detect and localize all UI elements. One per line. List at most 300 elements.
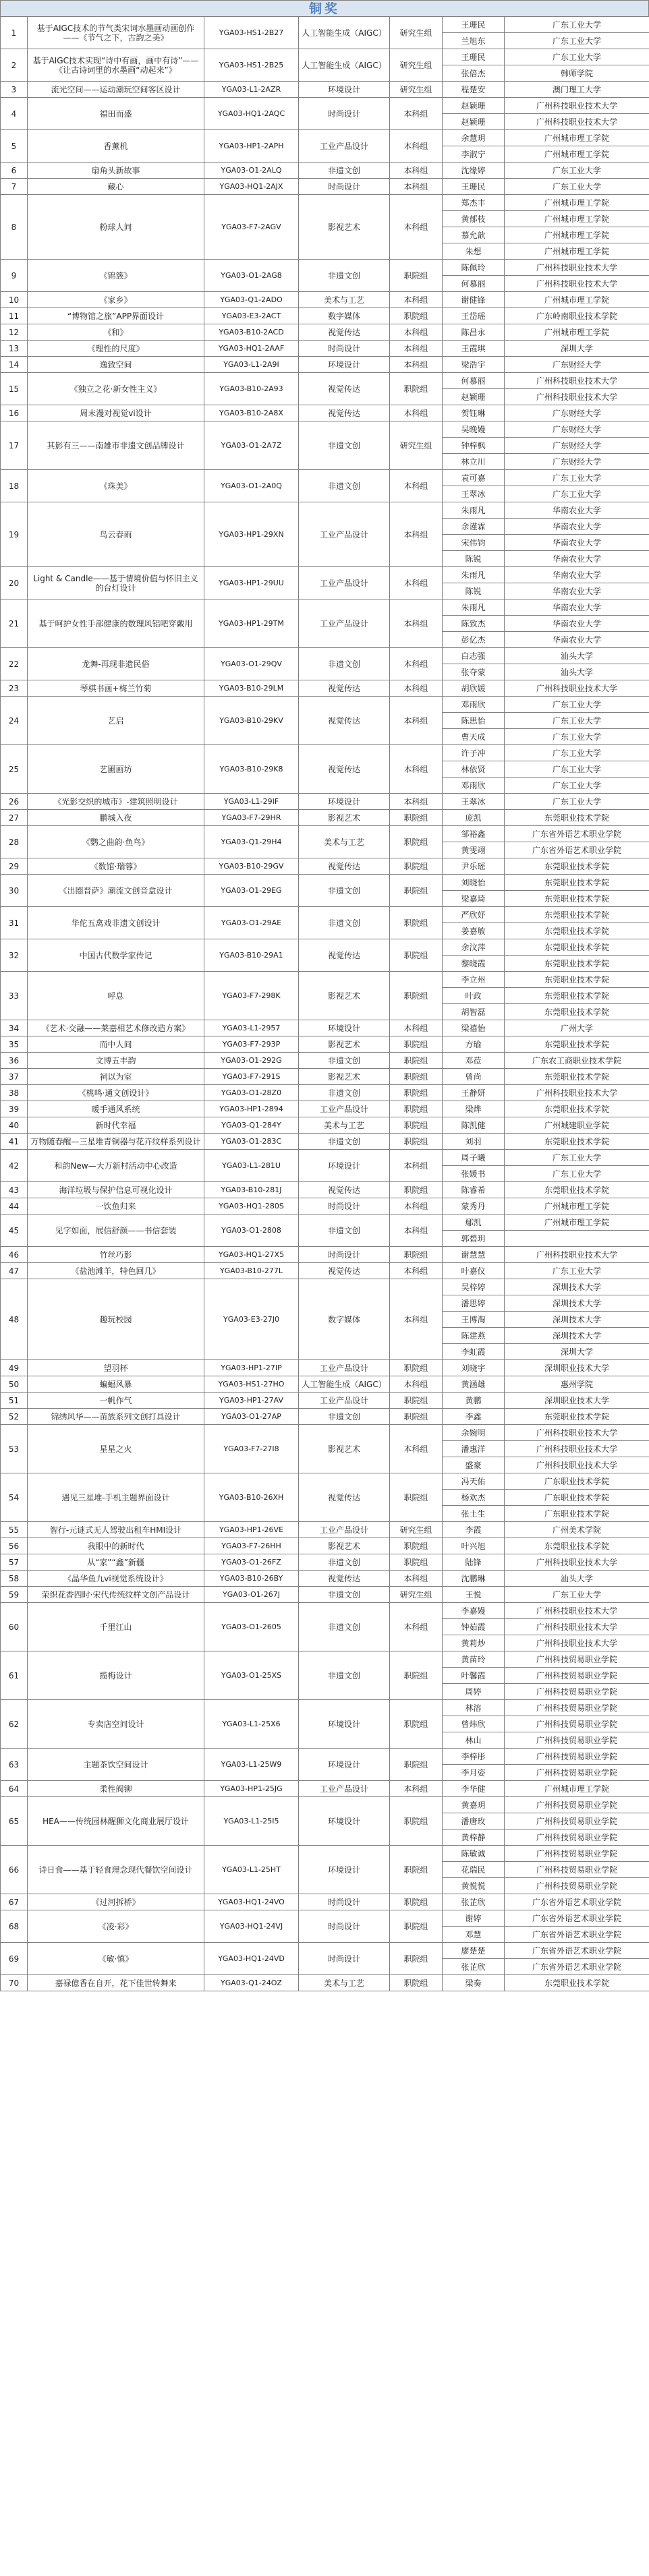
- entry-number: 46: [1, 1247, 28, 1263]
- work-category: 影视艺术: [299, 195, 390, 260]
- school-name: 华南农业大学: [505, 632, 649, 648]
- work-code: YGA03-B10-2A93: [204, 373, 299, 405]
- work-category: 人工智能生成（AIGC）: [299, 49, 390, 82]
- work-title: 我眼中的新时代: [28, 1538, 204, 1554]
- author-name: 何慕丽: [443, 276, 505, 292]
- author-name: 叶兴旭: [443, 1538, 505, 1554]
- work-title: 趣玩校园: [28, 1279, 204, 1360]
- work-title: 星星之火: [28, 1425, 204, 1473]
- school-name: 广东岭南职业技术学院: [505, 308, 649, 324]
- school-name: 广州科技职业技术大学: [505, 1085, 649, 1101]
- author-name: 王博淘: [443, 1312, 505, 1328]
- work-category: 环境设计: [299, 357, 390, 373]
- author-name: 梁嘉琦: [443, 891, 505, 907]
- entry-number: 51: [1, 1393, 28, 1409]
- work-code: YGA03-HP1-29XN: [204, 502, 299, 567]
- entry-number: 54: [1, 1473, 28, 1522]
- school-name: 广州城市理工学院: [505, 227, 649, 243]
- entry-number: 3: [1, 82, 28, 98]
- author-name: 王珊民: [443, 49, 505, 65]
- table-row: [1, 1522, 649, 1538]
- author-name: 吴梓婷: [443, 1279, 505, 1295]
- work-title: 粉球人间: [28, 195, 204, 260]
- author-name: 庞凯: [443, 810, 505, 826]
- author-name: 谢慧慧: [443, 1247, 505, 1263]
- entry-number: 61: [1, 1651, 28, 1700]
- entry-level: 本科组: [390, 341, 443, 357]
- work-title: 万物随春醒—三星堆青铜器与花卉纹样系列设计: [28, 1134, 204, 1150]
- work-category: 视觉传达: [299, 1571, 390, 1587]
- author-name: 朱雨凡: [443, 502, 505, 519]
- entry-level: 职院组: [390, 1036, 443, 1053]
- work-title: 而中人间: [28, 1036, 204, 1053]
- entry-level: 职院组: [390, 1101, 443, 1117]
- table-row: [1, 1247, 649, 1263]
- entry-number: 1: [1, 17, 28, 49]
- table-row: [1, 260, 649, 276]
- entry-number: 19: [1, 502, 28, 567]
- work-code: YGA03-B10-26XH: [204, 1473, 299, 1522]
- entry-level: 职院组: [390, 810, 443, 826]
- school-name: 深圳技术大学: [505, 1328, 649, 1344]
- work-title: 龙舞-再现非遗民俗: [28, 648, 204, 680]
- school-name: 华南农业大学: [505, 502, 649, 519]
- author-name: 刘羽: [443, 1134, 505, 1150]
- author-name: 慕允歆: [443, 227, 505, 243]
- work-category: 美术与工艺: [299, 292, 390, 308]
- work-code: YGA03-HQ1-280S: [204, 1198, 299, 1214]
- entry-number: 69: [1, 1943, 28, 1975]
- table-row: [1, 1587, 649, 1603]
- work-category: 工业产品设计: [299, 130, 390, 163]
- author-name: 胡欣媛: [443, 680, 505, 697]
- school-name: 广东省外语艺术职业学院: [505, 1959, 649, 1975]
- author-name: 袁可嘉: [443, 470, 505, 486]
- entry-level: 职院组: [390, 1473, 443, 1522]
- work-category: 视觉传达: [299, 405, 390, 421]
- entry-level: 研究生组: [390, 1522, 443, 1538]
- author-name: 朱雨凡: [443, 567, 505, 583]
- author-name: 方瑜: [443, 1036, 505, 1053]
- school-name: 广州城建职业学院: [505, 1117, 649, 1134]
- author-name: 林溶: [443, 1700, 505, 1716]
- work-title: 《盐池滩羊，特色回几》: [28, 1263, 204, 1279]
- school-name: 深圳技术大学: [505, 1295, 649, 1312]
- school-name: 广州科技贸易职业学院: [505, 1813, 649, 1829]
- work-code: YGA03-B10-29LM: [204, 680, 299, 697]
- table-row: [1, 1571, 649, 1587]
- work-category: 人工智能生成（AIGC）: [299, 17, 390, 49]
- work-code: YGA03-O1-2808: [204, 1214, 299, 1247]
- author-name: 何慕丽: [443, 373, 505, 389]
- work-title: 《锦簇》: [28, 260, 204, 292]
- school-name: 广州城市理工学院: [505, 195, 649, 211]
- author-name: 陈思怡: [443, 713, 505, 729]
- school-name: 广东财经大学: [505, 438, 649, 454]
- entry-level: 本科组: [390, 599, 443, 648]
- work-code: YGA03-HQ1-24VD: [204, 1943, 299, 1975]
- author-name: 余婉明: [443, 1425, 505, 1441]
- work-category: 视觉传达: [299, 1473, 390, 1522]
- work-code: YGA03-O1-29EG: [204, 875, 299, 907]
- entry-number: 27: [1, 810, 28, 826]
- table-row: [1, 357, 649, 373]
- work-category: 视觉传达: [299, 324, 390, 341]
- work-title: 《鹦之曲韵·鱼鸟》: [28, 826, 204, 858]
- work-category: 工业产品设计: [299, 599, 390, 648]
- entry-level: 研究生组: [390, 421, 443, 470]
- table-row: [1, 130, 649, 146]
- table-row: [1, 1117, 649, 1134]
- work-category: 工业产品设计: [299, 1360, 390, 1376]
- school-name: 广州科技职业技术大学: [505, 1635, 649, 1651]
- entry-level: 本科组: [390, 470, 443, 502]
- table-row: [1, 972, 649, 988]
- work-category: 环境设计: [299, 1150, 390, 1182]
- school-name: 东莞职业技术学院: [505, 1409, 649, 1425]
- author-name: 鄢凯: [443, 1214, 505, 1231]
- entry-level: 本科组: [390, 1020, 443, 1036]
- work-code: YGA03-L1-2A9I: [204, 357, 299, 373]
- entry-number: 67: [1, 1894, 28, 1910]
- work-code: YGA03-O1-28Z0: [204, 1085, 299, 1101]
- author-name: 盛豪: [443, 1457, 505, 1473]
- author-name: 钟茹霞: [443, 1619, 505, 1635]
- entry-level: 职院组: [390, 1910, 443, 1943]
- author-name: 朱雨凡: [443, 599, 505, 616]
- work-category: 环境设计: [299, 1020, 390, 1036]
- table-row: [1, 324, 649, 341]
- entry-number: 43: [1, 1182, 28, 1198]
- school-name: 广州城市理工学院: [505, 1214, 649, 1231]
- work-code: YGA03-HQ1-2AJX: [204, 179, 299, 195]
- school-name: 东莞职业技术学院: [505, 1036, 649, 1053]
- school-name: 东莞职业技术学院: [505, 1069, 649, 1085]
- table-row: [1, 1134, 649, 1150]
- work-title: 《桃鸣·通文创设计》: [28, 1085, 204, 1101]
- table-row: [1, 502, 649, 519]
- work-category: 非遗文创: [299, 907, 390, 939]
- work-code: YGA03-HS1-2B25: [204, 49, 299, 82]
- table-row: [1, 1781, 649, 1797]
- author-name: 张媛书: [443, 1166, 505, 1182]
- table-row: [1, 1749, 649, 1765]
- school-name: 广东工业大学: [505, 163, 649, 179]
- work-code: YGA03-Q1-284Y: [204, 1117, 299, 1134]
- school-name: 广州科技职业技术大学: [505, 680, 649, 697]
- author-name: 王翠冰: [443, 794, 505, 810]
- school-name: 汕头大学: [505, 648, 649, 664]
- work-code: YGA03-HQ1-24VO: [204, 1894, 299, 1910]
- work-code: YGA03-HP1-25JG: [204, 1781, 299, 1797]
- work-category: 环境设计: [299, 1797, 390, 1846]
- award-table: [0, 16, 649, 1991]
- author-name: 许子冲: [443, 745, 505, 761]
- work-code: YGA03-F7-293P: [204, 1036, 299, 1053]
- work-code: YGA03-O1-2ALQ: [204, 163, 299, 179]
- author-name: 李鑫: [443, 1409, 505, 1425]
- table-row: [1, 875, 649, 891]
- work-category: 非遗文创: [299, 421, 390, 470]
- entry-number: 66: [1, 1846, 28, 1894]
- table-row: [1, 17, 649, 33]
- author-name: 曹天成: [443, 729, 505, 745]
- entry-level: 职院组: [390, 373, 443, 405]
- author-name: 梁浩宇: [443, 357, 505, 373]
- school-name: 华南农业大学: [505, 583, 649, 599]
- author-name: 李霞: [443, 1522, 505, 1538]
- work-title: 藏心: [28, 179, 204, 195]
- author-name: 张倍杰: [443, 65, 505, 82]
- entry-level: 职院组: [390, 1975, 443, 1991]
- author-name: 彭亿杰: [443, 632, 505, 648]
- entry-level: 本科组: [390, 292, 443, 308]
- work-category: 工业产品设计: [299, 1522, 390, 1538]
- work-category: 非遗文创: [299, 875, 390, 907]
- entry-level: 本科组: [390, 98, 443, 130]
- work-code: YGA03-HP1-27IP: [204, 1360, 299, 1376]
- work-title: 竹丝巧影: [28, 1247, 204, 1263]
- work-code: YGA03-O1-2A0Q: [204, 470, 299, 502]
- author-name: 赵颖珊: [443, 389, 505, 405]
- school-name: 广东省外语艺术职业学院: [505, 1894, 649, 1910]
- table-row: [1, 1036, 649, 1053]
- work-title: 荣织花香四时·宋代传统纹样文创产品设计: [28, 1587, 204, 1603]
- work-code: YGA03-F7-298K: [204, 972, 299, 1020]
- entry-number: 34: [1, 1020, 28, 1036]
- entry-level: 本科组: [390, 794, 443, 810]
- work-category: 非遗文创: [299, 163, 390, 179]
- work-title: 逸致空间: [28, 357, 204, 373]
- table-row: [1, 826, 649, 842]
- work-title: 海洋垃圾与保护信息可视化设计: [28, 1182, 204, 1198]
- school-name: 广东财经大学: [505, 454, 649, 470]
- work-title: 中国古代数学家传记: [28, 939, 204, 972]
- school-name: 东莞职业技术学院: [505, 1538, 649, 1554]
- work-code: YGA03-HP1-29UU: [204, 567, 299, 599]
- author-name: 张芷欣: [443, 1894, 505, 1910]
- school-name: 广东省外语艺术职业学院: [505, 1943, 649, 1959]
- table-row: [1, 1409, 649, 1425]
- entry-number: 31: [1, 907, 28, 939]
- table-row: [1, 163, 649, 179]
- work-title: 《出圈晋萨》潮流文创音盒设计: [28, 875, 204, 907]
- table-row: [1, 680, 649, 697]
- school-name: 广东工业大学: [505, 713, 649, 729]
- school-name: 东莞职业技术学院: [505, 956, 649, 972]
- work-category: 影视艺术: [299, 810, 390, 826]
- entry-number: 38: [1, 1085, 28, 1101]
- entry-number: 7: [1, 179, 28, 195]
- work-category: 视觉传达: [299, 858, 390, 875]
- work-code: YGA03-HQ1-2AQC: [204, 98, 299, 130]
- author-name: 叶嘉仪: [443, 1263, 505, 1279]
- author-name: 曾尚: [443, 1069, 505, 1085]
- table-row: [1, 373, 649, 389]
- school-name: 广州科技贸易职业学院: [505, 1668, 649, 1684]
- author-name: 王翠冰: [443, 486, 505, 502]
- school-name: 广东工业大学: [505, 761, 649, 778]
- author-name: 刘晓宇: [443, 1360, 505, 1376]
- work-title: 《艺术·交融——莱嘉相艺术修改造方案》: [28, 1020, 204, 1036]
- author-name: 李月姿: [443, 1765, 505, 1781]
- work-code: YGA03-HP1-27AV: [204, 1393, 299, 1409]
- author-name: 陈锐: [443, 551, 505, 567]
- author-name: 朱想: [443, 243, 505, 260]
- school-name: 东莞职业技术学院: [505, 1134, 649, 1150]
- school-name: 深圳大学: [505, 1344, 649, 1360]
- work-category: 环境设计: [299, 794, 390, 810]
- entry-level: 职院组: [390, 1393, 443, 1409]
- work-title: 《珠美》: [28, 470, 204, 502]
- entry-number: 29: [1, 858, 28, 875]
- entry-level: 职院组: [390, 1749, 443, 1781]
- work-code: YGA03-HP1-26VE: [204, 1522, 299, 1538]
- school-name: 广州城市理工学院: [505, 146, 649, 163]
- table-row: [1, 1943, 649, 1959]
- school-name: 广州科技贸易职业学院: [505, 1765, 649, 1781]
- school-name: 深圳技术大学: [505, 1279, 649, 1295]
- table-row: [1, 794, 649, 810]
- school-name: 广州科技职业技术大学: [505, 260, 649, 276]
- school-name: 广州科技贸易职业学院: [505, 1651, 649, 1668]
- school-name: 广东工业大学: [505, 794, 649, 810]
- work-category: 美术与工艺: [299, 1117, 390, 1134]
- school-name: 东莞职业技术学院: [505, 1004, 649, 1020]
- table-row: [1, 1894, 649, 1910]
- work-code: YGA03-F7-27I8: [204, 1425, 299, 1473]
- table-row: [1, 1393, 649, 1409]
- entry-number: 32: [1, 939, 28, 972]
- entry-level: 本科组: [390, 567, 443, 599]
- school-name: 广州科技职业技术大学: [505, 1603, 649, 1619]
- table-row: [1, 1538, 649, 1554]
- school-name: 东莞职业技术学院: [505, 1975, 649, 1991]
- work-title: 一帆作气: [28, 1393, 204, 1409]
- school-name: 广州科技职业技术大学: [505, 1425, 649, 1441]
- work-title: 福田而盛: [28, 98, 204, 130]
- entry-number: 4: [1, 98, 28, 130]
- table-row: [1, 1214, 649, 1231]
- author-name: 宋伟钧: [443, 535, 505, 551]
- work-code: YGA03-L1-2957: [204, 1020, 299, 1036]
- table-row: [1, 421, 649, 438]
- author-name: 黄郁枝: [443, 211, 505, 227]
- work-title: 从“家”“鑫”新疆: [28, 1554, 204, 1571]
- entry-number: 49: [1, 1360, 28, 1376]
- entry-level: 职院组: [390, 308, 443, 324]
- table-row: [1, 1360, 649, 1376]
- table-row: [1, 1198, 649, 1214]
- table-row: [1, 907, 649, 923]
- entry-level: 研究生组: [390, 17, 443, 49]
- school-name: 广东省外语艺术职业学院: [505, 826, 649, 842]
- entry-level: 职院组: [390, 826, 443, 858]
- work-code: YGA03-B10-29GV: [204, 858, 299, 875]
- work-category: 影视艺术: [299, 1069, 390, 1085]
- school-name: 广州城市理工学院: [505, 1781, 649, 1797]
- entry-number: 8: [1, 195, 28, 260]
- author-name: 黄鹏: [443, 1393, 505, 1409]
- work-title: 望羽杯: [28, 1360, 204, 1376]
- author-name: 王岱瑶: [443, 308, 505, 324]
- table-row: [1, 308, 649, 324]
- work-title: 蝙蝠风暴: [28, 1376, 204, 1393]
- table-row: [1, 1603, 649, 1619]
- table-row: [1, 405, 649, 421]
- entry-level: 本科组: [390, 324, 443, 341]
- table-row: [1, 292, 649, 308]
- entry-number: 30: [1, 875, 28, 907]
- entry-number: 22: [1, 648, 28, 680]
- entry-level: 本科组: [390, 745, 443, 794]
- school-name: 广东工业大学: [505, 179, 649, 195]
- table-row: [1, 82, 649, 98]
- table-row: [1, 98, 649, 114]
- author-name: 林依贤: [443, 761, 505, 778]
- author-name: 郑杰丰: [443, 195, 505, 211]
- entry-level: 职院组: [390, 1409, 443, 1425]
- entry-number: 68: [1, 1910, 28, 1943]
- entry-number: 18: [1, 470, 28, 502]
- school-name: 广东省外语艺术职业学院: [505, 1910, 649, 1927]
- author-name: 邓慧: [443, 1927, 505, 1943]
- entry-number: 33: [1, 972, 28, 1020]
- work-code: YGA03-B10-2ACD: [204, 324, 299, 341]
- school-name: 广东省外语艺术职业学院: [505, 1927, 649, 1943]
- work-code: YGA03-L1-25W9: [204, 1749, 299, 1781]
- author-name: 叶政: [443, 988, 505, 1004]
- school-name: 广东工业大学: [505, 1263, 649, 1279]
- school-name: 华南农业大学: [505, 551, 649, 567]
- entry-number: 6: [1, 163, 28, 179]
- author-name: 王珊民: [443, 179, 505, 195]
- entry-number: 55: [1, 1522, 28, 1538]
- author-name: 邓雨欣: [443, 697, 505, 713]
- author-name: 邓雨欣: [443, 778, 505, 794]
- author-name: 潘惠洋: [443, 1441, 505, 1457]
- author-name: 严欣妤: [443, 907, 505, 923]
- author-name: 邓莅: [443, 1053, 505, 1069]
- author-name: 李华健: [443, 1781, 505, 1797]
- table-row: [1, 567, 649, 583]
- entry-level: 职院组: [390, 972, 443, 1020]
- work-category: 非遗文创: [299, 470, 390, 502]
- work-title: 祠以为室: [28, 1069, 204, 1085]
- work-category: 美术与工艺: [299, 1975, 390, 1991]
- work-code: YGA03-B10-29K8: [204, 745, 299, 794]
- work-title: 《和》: [28, 324, 204, 341]
- work-title: 暖手通风系统: [28, 1101, 204, 1117]
- work-category: 视觉传达: [299, 1182, 390, 1198]
- author-name: 陈敏诚: [443, 1846, 505, 1862]
- author-name: 李虹霞: [443, 1344, 505, 1360]
- author-name: 黄雯翊: [443, 842, 505, 858]
- work-title: 和韵New—大万新村活动中心改造: [28, 1150, 204, 1182]
- work-title: 基于呵护女性手部健康的数理风铝吧穿戴用: [28, 599, 204, 648]
- school-name: 广东职业技术学院: [505, 1506, 649, 1522]
- work-code: YGA03-B10-29A1: [204, 939, 299, 972]
- school-name: 广州城市理工学院: [505, 1198, 649, 1214]
- entry-level: 本科组: [390, 648, 443, 680]
- school-name: 广州科技职业技术大学: [505, 1441, 649, 1457]
- entry-level: 职院组: [390, 907, 443, 939]
- entry-number: 10: [1, 292, 28, 308]
- work-title: 智行-元谜式无人驾驶出租车HMI设计: [28, 1522, 204, 1538]
- table-row: [1, 1150, 649, 1166]
- work-category: 时尚设计: [299, 341, 390, 357]
- work-code: YGA03-L1-25I5: [204, 1797, 299, 1846]
